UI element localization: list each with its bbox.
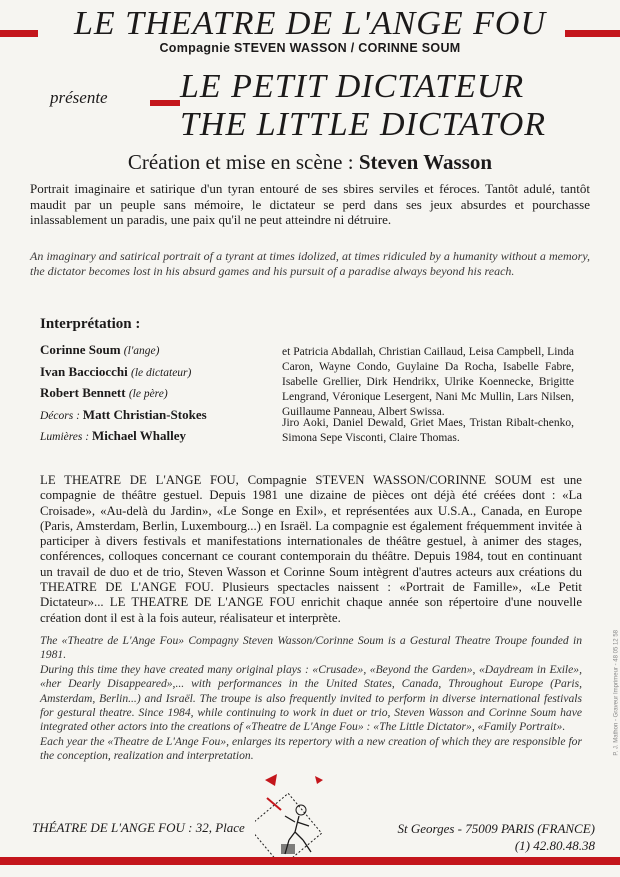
ensemble-actors: et Patricia Abdallah, Christian Caillaud, Leisa Campbell, Linda Caron, Wayne Condo, Guylaine Da Rocha, Isabelle Fabre, Isabelle Grellier, Dirk Hendrikx, Ulrike Koennecke, Brigitte Lengrand, Véronique Lesergent, Nani Mc Mullin, Lars Nilsen, Guillaume Panneau, Albert Swissa.	[282, 346, 574, 418]
footer-phone: (1) 42.80.48.38	[514, 838, 595, 853]
footer-address-left: THÉATRE DE L'ANGE FOU : 32, Place	[32, 820, 245, 835]
company-description-en	[40, 634, 582, 764]
cast-name: Robert Bennett	[40, 385, 126, 400]
show-title	[180, 68, 546, 144]
presents-label: présente	[50, 88, 108, 107]
cast-name: Ivan Bacciocchi	[40, 363, 128, 379]
cast-row	[40, 342, 280, 364]
cast-heading: Interprétation :	[40, 316, 141, 332]
company-subtitle: Compagnie STEVEN WASSON / CORINNE SOUM	[159, 41, 461, 55]
cast-row	[40, 364, 280, 386]
footer-address-right	[395, 820, 595, 854]
lumieres-row	[40, 428, 280, 450]
printer-credit: P. J. Mathon - Graveur Imprimeur - 48 05 12 58	[614, 630, 620, 756]
cast-name: Corinne Soum	[40, 342, 121, 357]
creation-label: Création et mise en scène :	[127, 150, 359, 174]
show-title-fr: LE PETIT DICTATEUR	[180, 68, 525, 105]
footer-bar	[0, 857, 620, 865]
lumieres-label: Lumières :	[40, 431, 92, 443]
company-description-en-2: During this time they have created many original plays : «Crusade», «Beyond the Garden», «Daydream in Exile», «her Dearly Disappeared»,... with performances in the United States, Canada, Throughout Europe (Paris, Amsterdam, Berlin...) and Israël. The troupe is also frequently invited to perform in diverse international festivals for gestural theatre. Since 1984, while continuing to work in duet or trio, Steven Wasson and Corinne Soum have integrated other actors into the creations of «Theatre de L'Ange Fou» : «The Little Dictator», «Family Portrait».	[40, 662, 582, 734]
theatre-title: LE THEATRE DE L'ANGE FOU	[73, 5, 546, 42]
cast-row	[40, 385, 280, 407]
creation-name: Steven Wasson	[358, 150, 493, 174]
decors-label: Décors :	[40, 409, 83, 422]
synopsis-en: An imaginary and satirical portrait of a tyrant at times idolized, at times ridiculed by a humanity without a memory, the dictator becomes lost in his absurd games and his pursuit of a paradise always beyond his reach.	[30, 249, 590, 278]
show-title-en: THE LITTLE DICTATOR	[180, 106, 547, 143]
cast-role: (l'ange)	[123, 345, 160, 357]
title-accent-bar	[150, 100, 180, 106]
company-description-en-3: Each year the «Theatre de L'Ange Fou», enlarges its repertory with a new creation of which they are responsible for the conception, realization and interpretation.	[40, 734, 582, 763]
footer-street: St Georges - 75009 PARIS (FRANCE)	[397, 821, 595, 836]
company-description-en-1: The «Theatre de L'Ange Fou» Compagny Steven Wasson/Corinne Soum is a Gestural Theatre Troupe founded in 1981.	[40, 634, 582, 662]
ensemble-actors-second: Jiro Aoki, Daniel Dewald, Griet Maes, Tristan Ribalt-chenko, Simona Sepe Visconti, Claire Thomas.	[282, 417, 574, 444]
angel-logo-icon	[255, 770, 340, 860]
decors-row	[40, 407, 280, 429]
decors-name: Matt Christian-Stokes	[82, 406, 207, 422]
company-description-fr: LE THEATRE DE L'ANGE FOU, Compagnie STEVEN WASSON/CORINNE SOUM est une compagnie de théâtre gestuel. Depuis 1981 une dizaine de pièces ont déjà été créées dont : «La Croisade», «Au-delà du Jardin», «Le Songe en Exil», et représentées aux U.S.A., Canada, en Europe (Paris, Amsterdam, Berlin, Luxembourg...) en Israël. La compagnie est également fréquemment invitée à participer à divers festivals et manifestations internationales de théâtre gestuel, à animer des stages, conférences, colloques concernant ce courant contemporain du théâtre. Depuis 1984, tout en continuant un travail de duo et de trio, Steven Wasson et Corinne Soum intègrent d'autres acteurs aux créations du THEATRE DE L'ANGE FOU. Plusieurs spectacles naissent : «Portrait de Famille», «Le Petit Dictateur»... LE THEATRE DE L'ANGE FOU enrichit chaque année son répertoire d'une nouvelle création dont il est à la fois auteur, réalisateur et interprète.	[40, 473, 582, 625]
cast-role: (le père)	[128, 388, 168, 400]
header-bar-left	[0, 30, 38, 37]
lumieres-name: Michael Whalley	[91, 428, 186, 443]
cast-list	[40, 342, 280, 450]
creation-credit	[0, 150, 620, 175]
synopsis-fr: Portrait imaginaire et satirique d'un tyran entouré de ses sbires serviles et féroces. Tantôt adulé, tantôt maudit par un peuple sans mémoire, le dictateur se perd dans ses jeux absurdes et pourchasse inlassablement un paradis, une paix qu'il ne peut atteindre ni détruire.	[30, 181, 590, 227]
cast-role: (le dictateur)	[131, 366, 192, 379]
